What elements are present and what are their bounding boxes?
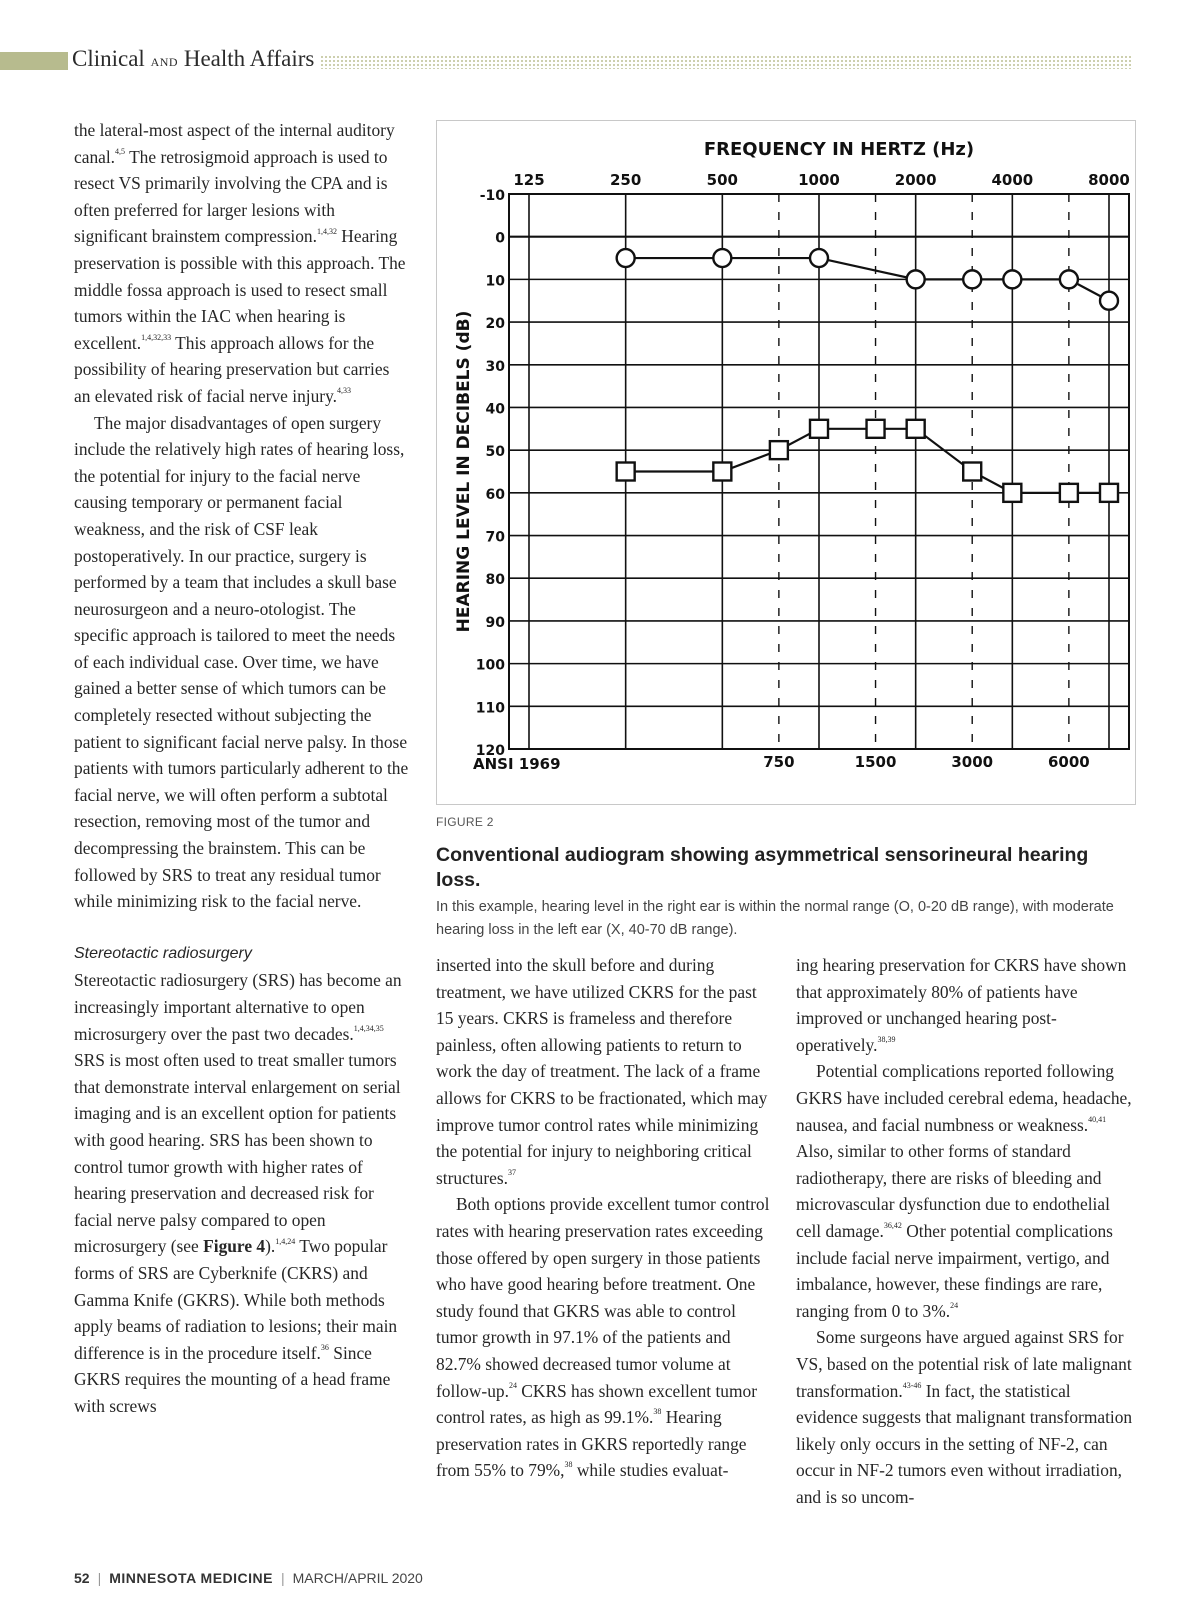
left-ear-marker: [907, 420, 925, 438]
paragraph: the lateral-most aspect of the internal auditory canal.$^{4,5}$ The retrosigmoid approach is used to resect VS primarily involving the CPA and is often preferred for larger lesions with significant brainstem compression.$^{1,4,32}$ Hearing preservation is possible with this approach. The middle fossa approach is used to resect small tumors within the IAC when hearing is excellent.$^{1,4,32,33}$ This approach allows for the possibility of hearing preservation but carries an elevated risk of facial nerve injury.$^{4,33}$: [74, 120, 406, 406]
subheading-stereotactic-radiosurgery: Stereotactic radiosurgery: [74, 944, 252, 962]
x-tick-label-top: 250: [610, 171, 642, 189]
right-ear-marker: [617, 249, 635, 267]
right-ear-marker: [713, 249, 731, 267]
citation: 38: [564, 1460, 573, 1470]
citation: 4,5: [115, 146, 126, 156]
left-ear-marker: [617, 463, 635, 481]
y-tick-label: 110: [475, 700, 505, 717]
citation: 24: [508, 1380, 517, 1390]
paragraph: Some surgeons have argued against SRS for VS, based on the potential risk of late malignant transformation.$^{43-46}$ In fact, the statistical evidence suggests that malignant transformation likely only occurs in the setting of NF-2, can occur in NF-2 tumors even without irradiation, and is so uncom-: [796, 1327, 1133, 1507]
y-tick-label: 90: [485, 614, 505, 631]
x-tick-label-bottom: 6000: [1048, 753, 1090, 771]
paragraph: ing hearing preservation for CKRS have shown that approximately 80% of patients have improved or unchanged hearing post-operatively.$^{38,39}$: [796, 955, 1127, 1055]
y-tick-label: 20: [485, 316, 505, 333]
journal-name: MINNESOTA MEDICINE: [109, 1570, 273, 1586]
paragraph: The major disadvantages of open surgery include the relatively high rates of hearing loss, the potential for injury to the facial nerve causing temporary or permanent facial weakness, and the risk of CSF leak postoperatively. In our practice, surgery is performed by a team that includes a skull base neurosurgeon and a neuro-otologist. The specific approach is tailored to meet the needs of each individual case. Over time, we have gained a better sense of which tumors can be completely resected without subjecting the patient to significant facial nerve palsy. In those patients with tumors particularly adherent to the facial nerve, we will often perform a subtotal resection, removing most of the tumor and decompressing the brainstem. This can be followed by SRS to treat any residual tumor while minimizing risk to the facial nerve.: [74, 412, 409, 912]
left-ear-marker: [963, 463, 981, 481]
right-ear-marker: [1100, 292, 1118, 310]
page-number: 52: [74, 1570, 90, 1586]
x-tick-label-bottom: 750: [763, 753, 795, 771]
left-ear-marker: [770, 441, 788, 459]
issue-date: MARCH/APRIL 2020: [292, 1570, 423, 1586]
paragraph: inserted into the skull before and during treatment, we have utilized CKRS for the past 15 years. CKRS is frameless and therefore painless, often allowing patients to return to work the day of treatment. The lack of a frame allows for CKRS to be fractionated, which may improve tumor control rates while minimizing the potential for injury to neighboring critical structures.$^{37}$: [436, 955, 768, 1188]
y-tick-label: 70: [485, 529, 505, 546]
citation: 1,4,32: [316, 226, 337, 236]
x-tick-label-bottom: 1500: [854, 753, 897, 771]
citation: 1,4,32,33: [141, 332, 172, 342]
y-tick-label: 50: [485, 444, 505, 461]
text-column-3: [796, 952, 1136, 1510]
citation: 1,4,24: [275, 1236, 296, 1246]
citation: 37: [507, 1167, 516, 1177]
left-ear-marker: [867, 420, 885, 438]
y-tick-label: 10: [485, 273, 505, 290]
x-tick-label-top: 500: [706, 171, 738, 189]
right-ear-marker: [963, 270, 981, 288]
section-header-part2: Health Affairs: [183, 46, 315, 71]
figure-4-reference: Figure 4: [203, 1236, 266, 1257]
y-tick-label: 30: [485, 358, 505, 375]
header-dotted-rule: [320, 55, 1132, 69]
citation: 24: [950, 1300, 959, 1310]
y-tick-label: 0: [495, 230, 505, 247]
header-color-band: [0, 52, 68, 70]
right-ear-marker: [1060, 270, 1078, 288]
citation: 38: [653, 1407, 662, 1417]
audiogram-chart: [437, 121, 1135, 804]
paragraph: Both options provide excellent tumor control rates with hearing preservation rates exceeding those offered by open surgery in those patients who have good hearing before treatment. One study found that GKRS was able to control tumor growth in 97.1% of the patients and 82.7% showed decreased tumor volume at follow-up.$^{24}$ CKRS has shown excellent tumor control rates, as high as 99.1%.$^{38}$ Hearing preservation rates in GKRS reportedly range from 55% to 79%,$^{38}$ while studies evaluat-: [436, 1194, 770, 1481]
citation: 40,41: [1088, 1114, 1107, 1124]
left-ear-marker: [1100, 484, 1118, 502]
paragraph: Stereotactic radiosurgery (SRS) has become an increasingly important alternative to open microsurgery over the past two decades.$^{1,4,34,35}$ SRS is most often used to treat smaller tumors that demonstrate interval enlargement on serial imaging and is an excellent option for patients with good hearing. SRS has been shown to control tumor growth with higher rates of hearing preservation and decreased risk for facial nerve palsy compared to open microsurgery (see Figure 4).$^{1,4,24}$ Two popular forms of SRS are Cyberknife (CKRS) and Gamma Knife (GKRS). While both methods apply beams of radiation to lesions; their main difference is in the procedure itself.$^{36}$ Since GKRS requires the mounting of a head frame with screws: [74, 970, 402, 1416]
figure-caption: In this example, hearing level in the right ear is within the normal range (O, 0-20 dB range), with moderate hearing loss in the left ear (X, 40-70 dB range).: [436, 899, 1114, 938]
left-ear-marker: [1060, 484, 1078, 502]
citation: 38,39: [877, 1034, 896, 1044]
right-ear-marker: [907, 270, 925, 288]
y-tick-label: 100: [475, 657, 505, 674]
chart-title: FREQUENCY IN HERTZ (Hz): [703, 139, 975, 160]
x-tick-label-bottom: 3000: [951, 753, 994, 771]
citation: 36: [320, 1342, 329, 1352]
standard-label: ANSI 1969: [473, 755, 561, 773]
citation: 43-46: [902, 1380, 922, 1390]
y-tick-label: 120: [475, 743, 505, 759]
citation: 36,42: [883, 1221, 902, 1231]
left-ear-marker: [713, 463, 731, 481]
paragraph: Potential complications reported following GKRS have included cerebral edema, headache, nausea, and facial numbness or weakness.$^{40,41}$ Also, similar to other forms of standard radiotherapy, there are risks of bleeding and microvascular dysfunction due to endothelial cell damage.$^{36,42}$ Other potential complications include facial nerve impairment, vertigo, and imbalance, however, these findings are rare, ranging from 0 to 3%.$^{24}$: [796, 1061, 1132, 1321]
left-ear-marker: [810, 420, 828, 438]
y-tick-label: -10: [479, 188, 505, 204]
right-ear-marker: [810, 249, 828, 267]
y-tick-label: 40: [485, 401, 505, 418]
section-header: [72, 46, 314, 72]
text-column-1: [74, 117, 410, 1420]
text-column-2: [436, 952, 772, 1484]
right-ear-marker: [1003, 270, 1021, 288]
y-tick-label: 80: [485, 572, 505, 589]
figure-label: FIGURE 2: [436, 815, 494, 829]
y-tick-label: 60: [485, 486, 505, 503]
x-tick-label-top: 8000: [1088, 171, 1130, 189]
x-tick-label-top: 1000: [798, 171, 840, 189]
audiogram-figure: [436, 120, 1136, 805]
x-tick-label-top: 125: [513, 171, 545, 189]
citation: 1,4,34,35: [353, 1023, 384, 1033]
y-axis-label: HEARING LEVEL IN DECIBELS (dB): [454, 310, 474, 633]
page-footer: 52 | MINNESOTA MEDICINE | MARCH/APRIL 2020: [74, 1570, 423, 1586]
x-tick-label-top: 2000: [894, 171, 937, 189]
citation: 4,33: [337, 386, 351, 396]
section-header-part1: Clinical: [72, 46, 145, 71]
figure-title: Conventional audiogram showing asymmetrical sensorineural hearing loss.: [436, 844, 1089, 891]
left-ear-marker: [1003, 484, 1021, 502]
x-tick-label-top: 4000: [991, 171, 1034, 189]
section-header-and: AND: [150, 55, 179, 69]
